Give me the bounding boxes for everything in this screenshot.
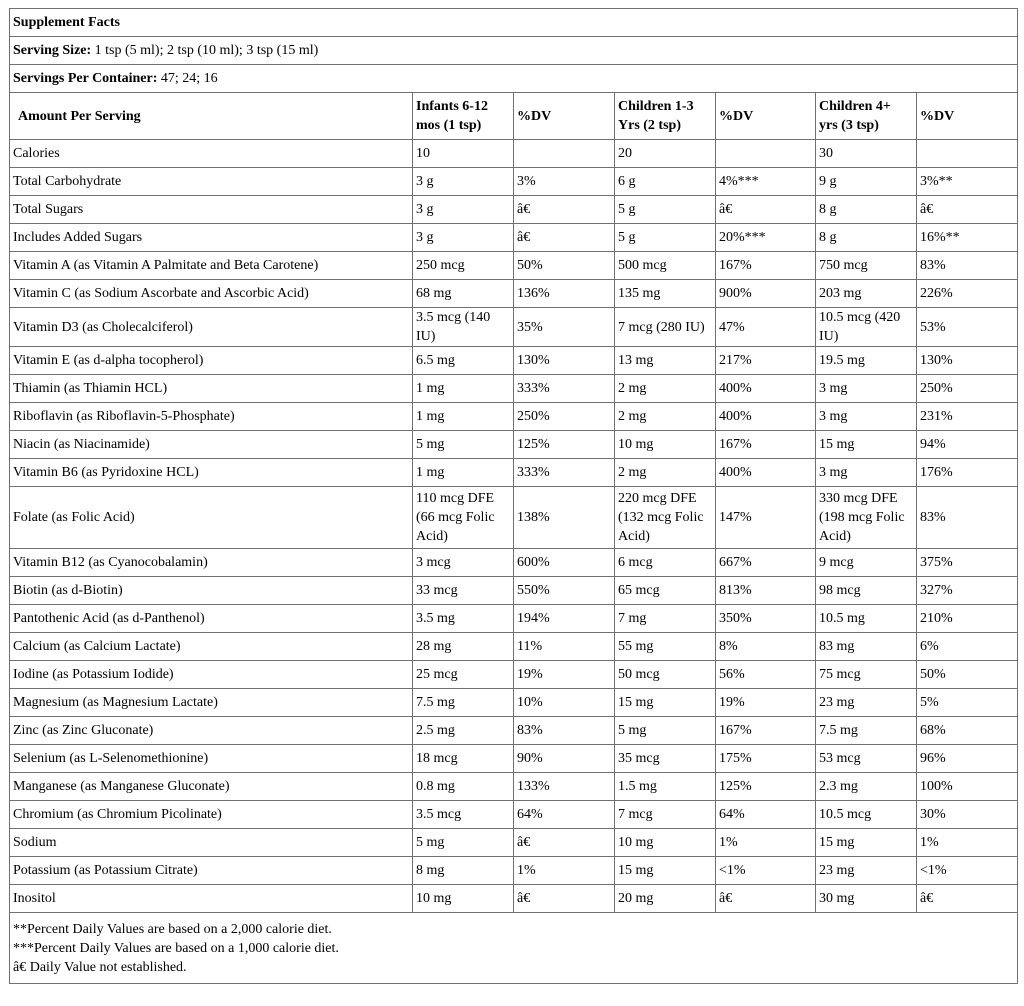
- table-row: [10, 717, 1018, 745]
- children-4-plus-amount: 23 mg: [816, 689, 917, 717]
- footnote-dv-not-established: â€ Daily Value not established.: [13, 959, 187, 975]
- children-1-3-amount: 65 mcg: [615, 577, 716, 605]
- nutrient-name: Vitamin B6 (as Pyridoxine HCL): [10, 459, 413, 487]
- children-1-3-amount: 5 mg: [615, 717, 716, 745]
- table-row: [10, 168, 1018, 196]
- infants-dv: 136%: [514, 280, 615, 308]
- children-1-3-dv: 56%: [716, 661, 816, 689]
- footnotes: [10, 913, 1018, 984]
- table-row: [10, 403, 1018, 431]
- children-1-3-amount: 500 mcg: [615, 252, 716, 280]
- infants-amount: 3 g: [413, 224, 514, 252]
- children-1-3-amount: 6 mcg: [615, 549, 716, 577]
- table-row: [10, 745, 1018, 773]
- table-row: [10, 801, 1018, 829]
- header-infants-dv: %DV: [514, 93, 615, 140]
- children-1-3-dv: 350%: [716, 605, 816, 633]
- children-1-3-dv: â€: [716, 196, 816, 224]
- children-4-plus-dv: 6%: [917, 633, 1018, 661]
- infants-dv: 130%: [514, 347, 615, 375]
- children-4-plus-dv: â€: [917, 885, 1018, 913]
- infants-amount: 8 mg: [413, 857, 514, 885]
- infants-amount: 18 mcg: [413, 745, 514, 773]
- children-1-3-amount: 10 mg: [615, 829, 716, 857]
- nutrient-name: Total Sugars: [10, 196, 413, 224]
- title-row: [10, 9, 1018, 37]
- children-1-3-amount: 7 mcg (280 IU): [615, 308, 716, 347]
- children-4-plus-amount: 9 g: [816, 168, 917, 196]
- table-row: [10, 885, 1018, 913]
- children-1-3-dv: <1%: [716, 857, 816, 885]
- nutrient-name: Vitamin E (as d-alpha tocopherol): [10, 347, 413, 375]
- infants-dv: 19%: [514, 661, 615, 689]
- children-1-3-dv: 400%: [716, 459, 816, 487]
- table-row: [10, 577, 1018, 605]
- children-4-plus-dv: 68%: [917, 717, 1018, 745]
- children-4-plus-amount: 2.3 mg: [816, 773, 917, 801]
- table-row: [10, 280, 1018, 308]
- infants-dv: 83%: [514, 717, 615, 745]
- infants-dv: 3%: [514, 168, 615, 196]
- table-row: [10, 459, 1018, 487]
- children-4-plus-dv: 5%: [917, 689, 1018, 717]
- table-row: [10, 252, 1018, 280]
- infants-amount: 33 mcg: [413, 577, 514, 605]
- servings-per-container-value: 47; 24; 16: [157, 71, 218, 86]
- infants-amount: 3 mcg: [413, 549, 514, 577]
- infants-amount: 110 mcg DFE (66 mcg Folic Acid): [413, 487, 514, 549]
- children-1-3-dv: 147%: [716, 487, 816, 549]
- nutrient-name: Biotin (as d-Biotin): [10, 577, 413, 605]
- table-row: [10, 347, 1018, 375]
- infants-amount: 1 mg: [413, 375, 514, 403]
- table-row: [10, 661, 1018, 689]
- table-row: [10, 308, 1018, 347]
- children-1-3-dv: 125%: [716, 773, 816, 801]
- children-4-plus-dv: 210%: [917, 605, 1018, 633]
- nutrient-name: Calcium (as Calcium Lactate): [10, 633, 413, 661]
- children-1-3-dv: [716, 140, 816, 168]
- table-row: [10, 549, 1018, 577]
- nutrient-name: Manganese (as Manganese Gluconate): [10, 773, 413, 801]
- children-4-plus-dv: 94%: [917, 431, 1018, 459]
- infants-amount: 3.5 mcg: [413, 801, 514, 829]
- children-1-3-dv: 19%: [716, 689, 816, 717]
- nutrient-name: Potassium (as Potassium Citrate): [10, 857, 413, 885]
- table-row: [10, 375, 1018, 403]
- infants-dv: 11%: [514, 633, 615, 661]
- children-1-3-dv: 64%: [716, 801, 816, 829]
- infants-dv: 333%: [514, 459, 615, 487]
- footnote-2000-calorie: **Percent Daily Values are based on a 2,000 calorie diet.: [13, 921, 332, 937]
- children-1-3-dv: 167%: [716, 431, 816, 459]
- table-row: [10, 829, 1018, 857]
- children-1-3-dv: 167%: [716, 252, 816, 280]
- children-1-3-amount: 220 mcg DFE (132 mcg Folic Acid): [615, 487, 716, 549]
- serving-size-label: Serving Size:: [13, 43, 92, 58]
- children-4-plus-dv: 16%**: [917, 224, 1018, 252]
- infants-amount: 250 mcg: [413, 252, 514, 280]
- infants-amount: 3 g: [413, 196, 514, 224]
- infants-amount: 68 mg: [413, 280, 514, 308]
- children-4-plus-amount: 9 mcg: [816, 549, 917, 577]
- infants-dv: [514, 140, 615, 168]
- infants-amount: 25 mcg: [413, 661, 514, 689]
- nutrient-name: Riboflavin (as Riboflavin-5-Phosphate): [10, 403, 413, 431]
- nutrient-name: Magnesium (as Magnesium Lactate): [10, 689, 413, 717]
- children-1-3-amount: 35 mcg: [615, 745, 716, 773]
- children-4-plus-amount: 75 mcg: [816, 661, 917, 689]
- children-4-plus-dv: 100%: [917, 773, 1018, 801]
- infants-amount: 10: [413, 140, 514, 168]
- nutrient-name: Vitamin D3 (as Cholecalciferol): [10, 308, 413, 347]
- nutrient-name: Vitamin B12 (as Cyanocobalamin): [10, 549, 413, 577]
- table-row: [10, 773, 1018, 801]
- children-4-plus-dv: [917, 140, 1018, 168]
- infants-amount: 3 g: [413, 168, 514, 196]
- header-children-1-3: Children 1-3 Yrs (2 tsp): [615, 93, 716, 140]
- children-1-3-amount: 50 mcg: [615, 661, 716, 689]
- serving-size: [10, 37, 1018, 65]
- serving-size-value: 1 tsp (5 ml); 2 tsp (10 ml); 3 tsp (15 ml): [91, 43, 319, 58]
- infants-dv: 333%: [514, 375, 615, 403]
- children-4-plus-amount: 30: [816, 140, 917, 168]
- supplement-facts-panel: [9, 8, 1017, 984]
- infants-dv: 90%: [514, 745, 615, 773]
- infants-dv: 50%: [514, 252, 615, 280]
- nutrient-name: Pantothenic Acid (as d-Panthenol): [10, 605, 413, 633]
- children-4-plus-dv: 250%: [917, 375, 1018, 403]
- children-4-plus-dv: 327%: [917, 577, 1018, 605]
- children-4-plus-dv: â€: [917, 196, 1018, 224]
- children-1-3-amount: 135 mg: [615, 280, 716, 308]
- children-4-plus-amount: 3 mg: [816, 375, 917, 403]
- nutrient-name: Sodium: [10, 829, 413, 857]
- infants-dv: 35%: [514, 308, 615, 347]
- children-1-3-amount: 15 mg: [615, 689, 716, 717]
- children-4-plus-amount: 19.5 mg: [816, 347, 917, 375]
- infants-dv: 138%: [514, 487, 615, 549]
- children-1-3-amount: 2 mg: [615, 375, 716, 403]
- infants-dv: 250%: [514, 403, 615, 431]
- nutrient-name: Calories: [10, 140, 413, 168]
- infants-amount: 6.5 mg: [413, 347, 514, 375]
- nutrient-name: Total Carbohydrate: [10, 168, 413, 196]
- infants-amount: 28 mg: [413, 633, 514, 661]
- children-4-plus-dv: 130%: [917, 347, 1018, 375]
- nutrient-name: Selenium (as L-Selenomethionine): [10, 745, 413, 773]
- children-4-plus-amount: 8 g: [816, 196, 917, 224]
- nutrient-name: Niacin (as Niacinamide): [10, 431, 413, 459]
- children-4-plus-amount: 3 mg: [816, 403, 917, 431]
- infants-dv: â€: [514, 885, 615, 913]
- footnotes-row: [10, 913, 1018, 984]
- children-1-3-amount: 15 mg: [615, 857, 716, 885]
- infants-amount: 1 mg: [413, 459, 514, 487]
- children-4-plus-dv: 83%: [917, 487, 1018, 549]
- children-1-3-amount: 2 mg: [615, 459, 716, 487]
- children-4-plus-amount: 30 mg: [816, 885, 917, 913]
- children-1-3-amount: 55 mg: [615, 633, 716, 661]
- column-header-row: [10, 93, 1018, 140]
- servings-per-container-label: Servings Per Container:: [13, 71, 158, 86]
- children-1-3-dv: 400%: [716, 375, 816, 403]
- children-1-3-amount: 7 mg: [615, 605, 716, 633]
- header-children-1-3-dv: %DV: [716, 93, 816, 140]
- children-1-3-dv: 813%: [716, 577, 816, 605]
- infants-dv: 1%: [514, 857, 615, 885]
- nutrient-name: Thiamin (as Thiamin HCL): [10, 375, 413, 403]
- table-row: [10, 605, 1018, 633]
- nutrient-name: Includes Added Sugars: [10, 224, 413, 252]
- children-4-plus-amount: 3 mg: [816, 459, 917, 487]
- nutrient-name: Folate (as Folic Acid): [10, 487, 413, 549]
- children-1-3-amount: 13 mg: [615, 347, 716, 375]
- children-4-plus-dv: 50%: [917, 661, 1018, 689]
- children-4-plus-amount: 330 mcg DFE (198 mcg Folic Acid): [816, 487, 917, 549]
- children-4-plus-dv: 3%**: [917, 168, 1018, 196]
- nutrient-name: Iodine (as Potassium Iodide): [10, 661, 413, 689]
- supplement-facts-table: [9, 8, 1018, 984]
- infants-amount: 5 mg: [413, 431, 514, 459]
- children-1-3-dv: 8%: [716, 633, 816, 661]
- table-row: [10, 633, 1018, 661]
- children-1-3-amount: 20: [615, 140, 716, 168]
- children-1-3-dv: 20%***: [716, 224, 816, 252]
- servings-per-container: [10, 65, 1018, 93]
- infants-dv: â€: [514, 829, 615, 857]
- children-4-plus-dv: 176%: [917, 459, 1018, 487]
- children-4-plus-amount: 15 mg: [816, 829, 917, 857]
- infants-dv: 125%: [514, 431, 615, 459]
- infants-amount: 10 mg: [413, 885, 514, 913]
- infants-amount: 7.5 mg: [413, 689, 514, 717]
- infants-amount: 5 mg: [413, 829, 514, 857]
- children-4-plus-amount: 23 mg: [816, 857, 917, 885]
- infants-dv: 550%: [514, 577, 615, 605]
- nutrient-name: Inositol: [10, 885, 413, 913]
- infants-amount: 1 mg: [413, 403, 514, 431]
- infants-dv: â€: [514, 196, 615, 224]
- children-4-plus-amount: 53 mcg: [816, 745, 917, 773]
- children-4-plus-amount: 203 mg: [816, 280, 917, 308]
- children-1-3-amount: 6 g: [615, 168, 716, 196]
- children-1-3-dv: 667%: [716, 549, 816, 577]
- table-row: [10, 140, 1018, 168]
- table-row: [10, 431, 1018, 459]
- infants-amount: 3.5 mg: [413, 605, 514, 633]
- children-1-3-dv: 167%: [716, 717, 816, 745]
- children-4-plus-amount: 750 mcg: [816, 252, 917, 280]
- children-4-plus-amount: 15 mg: [816, 431, 917, 459]
- infants-dv: 194%: [514, 605, 615, 633]
- children-4-plus-dv: 30%: [917, 801, 1018, 829]
- children-1-3-dv: â€: [716, 885, 816, 913]
- table-title: Supplement Facts: [10, 9, 1018, 37]
- children-1-3-dv: 4%***: [716, 168, 816, 196]
- header-children-4-plus-dv: %DV: [917, 93, 1018, 140]
- children-1-3-amount: 5 g: [615, 224, 716, 252]
- children-4-plus-amount: 10.5 mg: [816, 605, 917, 633]
- children-4-plus-amount: 10.5 mcg: [816, 801, 917, 829]
- table-row: [10, 857, 1018, 885]
- infants-amount: 2.5 mg: [413, 717, 514, 745]
- children-1-3-dv: 47%: [716, 308, 816, 347]
- servings-per-container-row: [10, 65, 1018, 93]
- children-4-plus-dv: 375%: [917, 549, 1018, 577]
- table-row: [10, 196, 1018, 224]
- header-infants: Infants 6-12 mos (1 tsp): [413, 93, 514, 140]
- children-1-3-dv: 1%: [716, 829, 816, 857]
- children-1-3-dv: 175%: [716, 745, 816, 773]
- infants-amount: 0.8 mg: [413, 773, 514, 801]
- infants-dv: 64%: [514, 801, 615, 829]
- children-4-plus-amount: 8 g: [816, 224, 917, 252]
- children-1-3-dv: 400%: [716, 403, 816, 431]
- children-1-3-amount: 20 mg: [615, 885, 716, 913]
- children-1-3-amount: 10 mg: [615, 431, 716, 459]
- children-1-3-amount: 1.5 mg: [615, 773, 716, 801]
- serving-size-row: [10, 37, 1018, 65]
- footnote-1000-calorie: ***Percent Daily Values are based on a 1,000 calorie diet.: [13, 940, 339, 956]
- nutrient-name: Vitamin C (as Sodium Ascorbate and Ascorbic Acid): [10, 280, 413, 308]
- infants-amount: 3.5 mcg (140 IU): [413, 308, 514, 347]
- children-1-3-dv: 900%: [716, 280, 816, 308]
- children-1-3-amount: 7 mcg: [615, 801, 716, 829]
- children-1-3-amount: 2 mg: [615, 403, 716, 431]
- children-4-plus-dv: 83%: [917, 252, 1018, 280]
- nutrient-name: Zinc (as Zinc Gluconate): [10, 717, 413, 745]
- infants-dv: 600%: [514, 549, 615, 577]
- infants-dv: 133%: [514, 773, 615, 801]
- nutrient-name: Chromium (as Chromium Picolinate): [10, 801, 413, 829]
- header-amount-per-serving: Amount Per Serving: [10, 93, 413, 140]
- table-row: [10, 689, 1018, 717]
- children-1-3-dv: 217%: [716, 347, 816, 375]
- infants-dv: 10%: [514, 689, 615, 717]
- children-4-plus-dv: 53%: [917, 308, 1018, 347]
- infants-dv: â€: [514, 224, 615, 252]
- children-4-plus-amount: 98 mcg: [816, 577, 917, 605]
- children-4-plus-dv: <1%: [917, 857, 1018, 885]
- children-1-3-amount: 5 g: [615, 196, 716, 224]
- table-row: [10, 224, 1018, 252]
- children-4-plus-amount: 7.5 mg: [816, 717, 917, 745]
- children-4-plus-dv: 1%: [917, 829, 1018, 857]
- children-4-plus-dv: 231%: [917, 403, 1018, 431]
- header-children-4-plus: Children 4+ yrs (3 tsp): [816, 93, 917, 140]
- children-4-plus-amount: 83 mg: [816, 633, 917, 661]
- children-4-plus-dv: 96%: [917, 745, 1018, 773]
- children-4-plus-amount: 10.5 mcg (420 IU): [816, 308, 917, 347]
- nutrient-name: Vitamin A (as Vitamin A Palmitate and Beta Carotene): [10, 252, 413, 280]
- table-row: [10, 487, 1018, 549]
- children-4-plus-dv: 226%: [917, 280, 1018, 308]
